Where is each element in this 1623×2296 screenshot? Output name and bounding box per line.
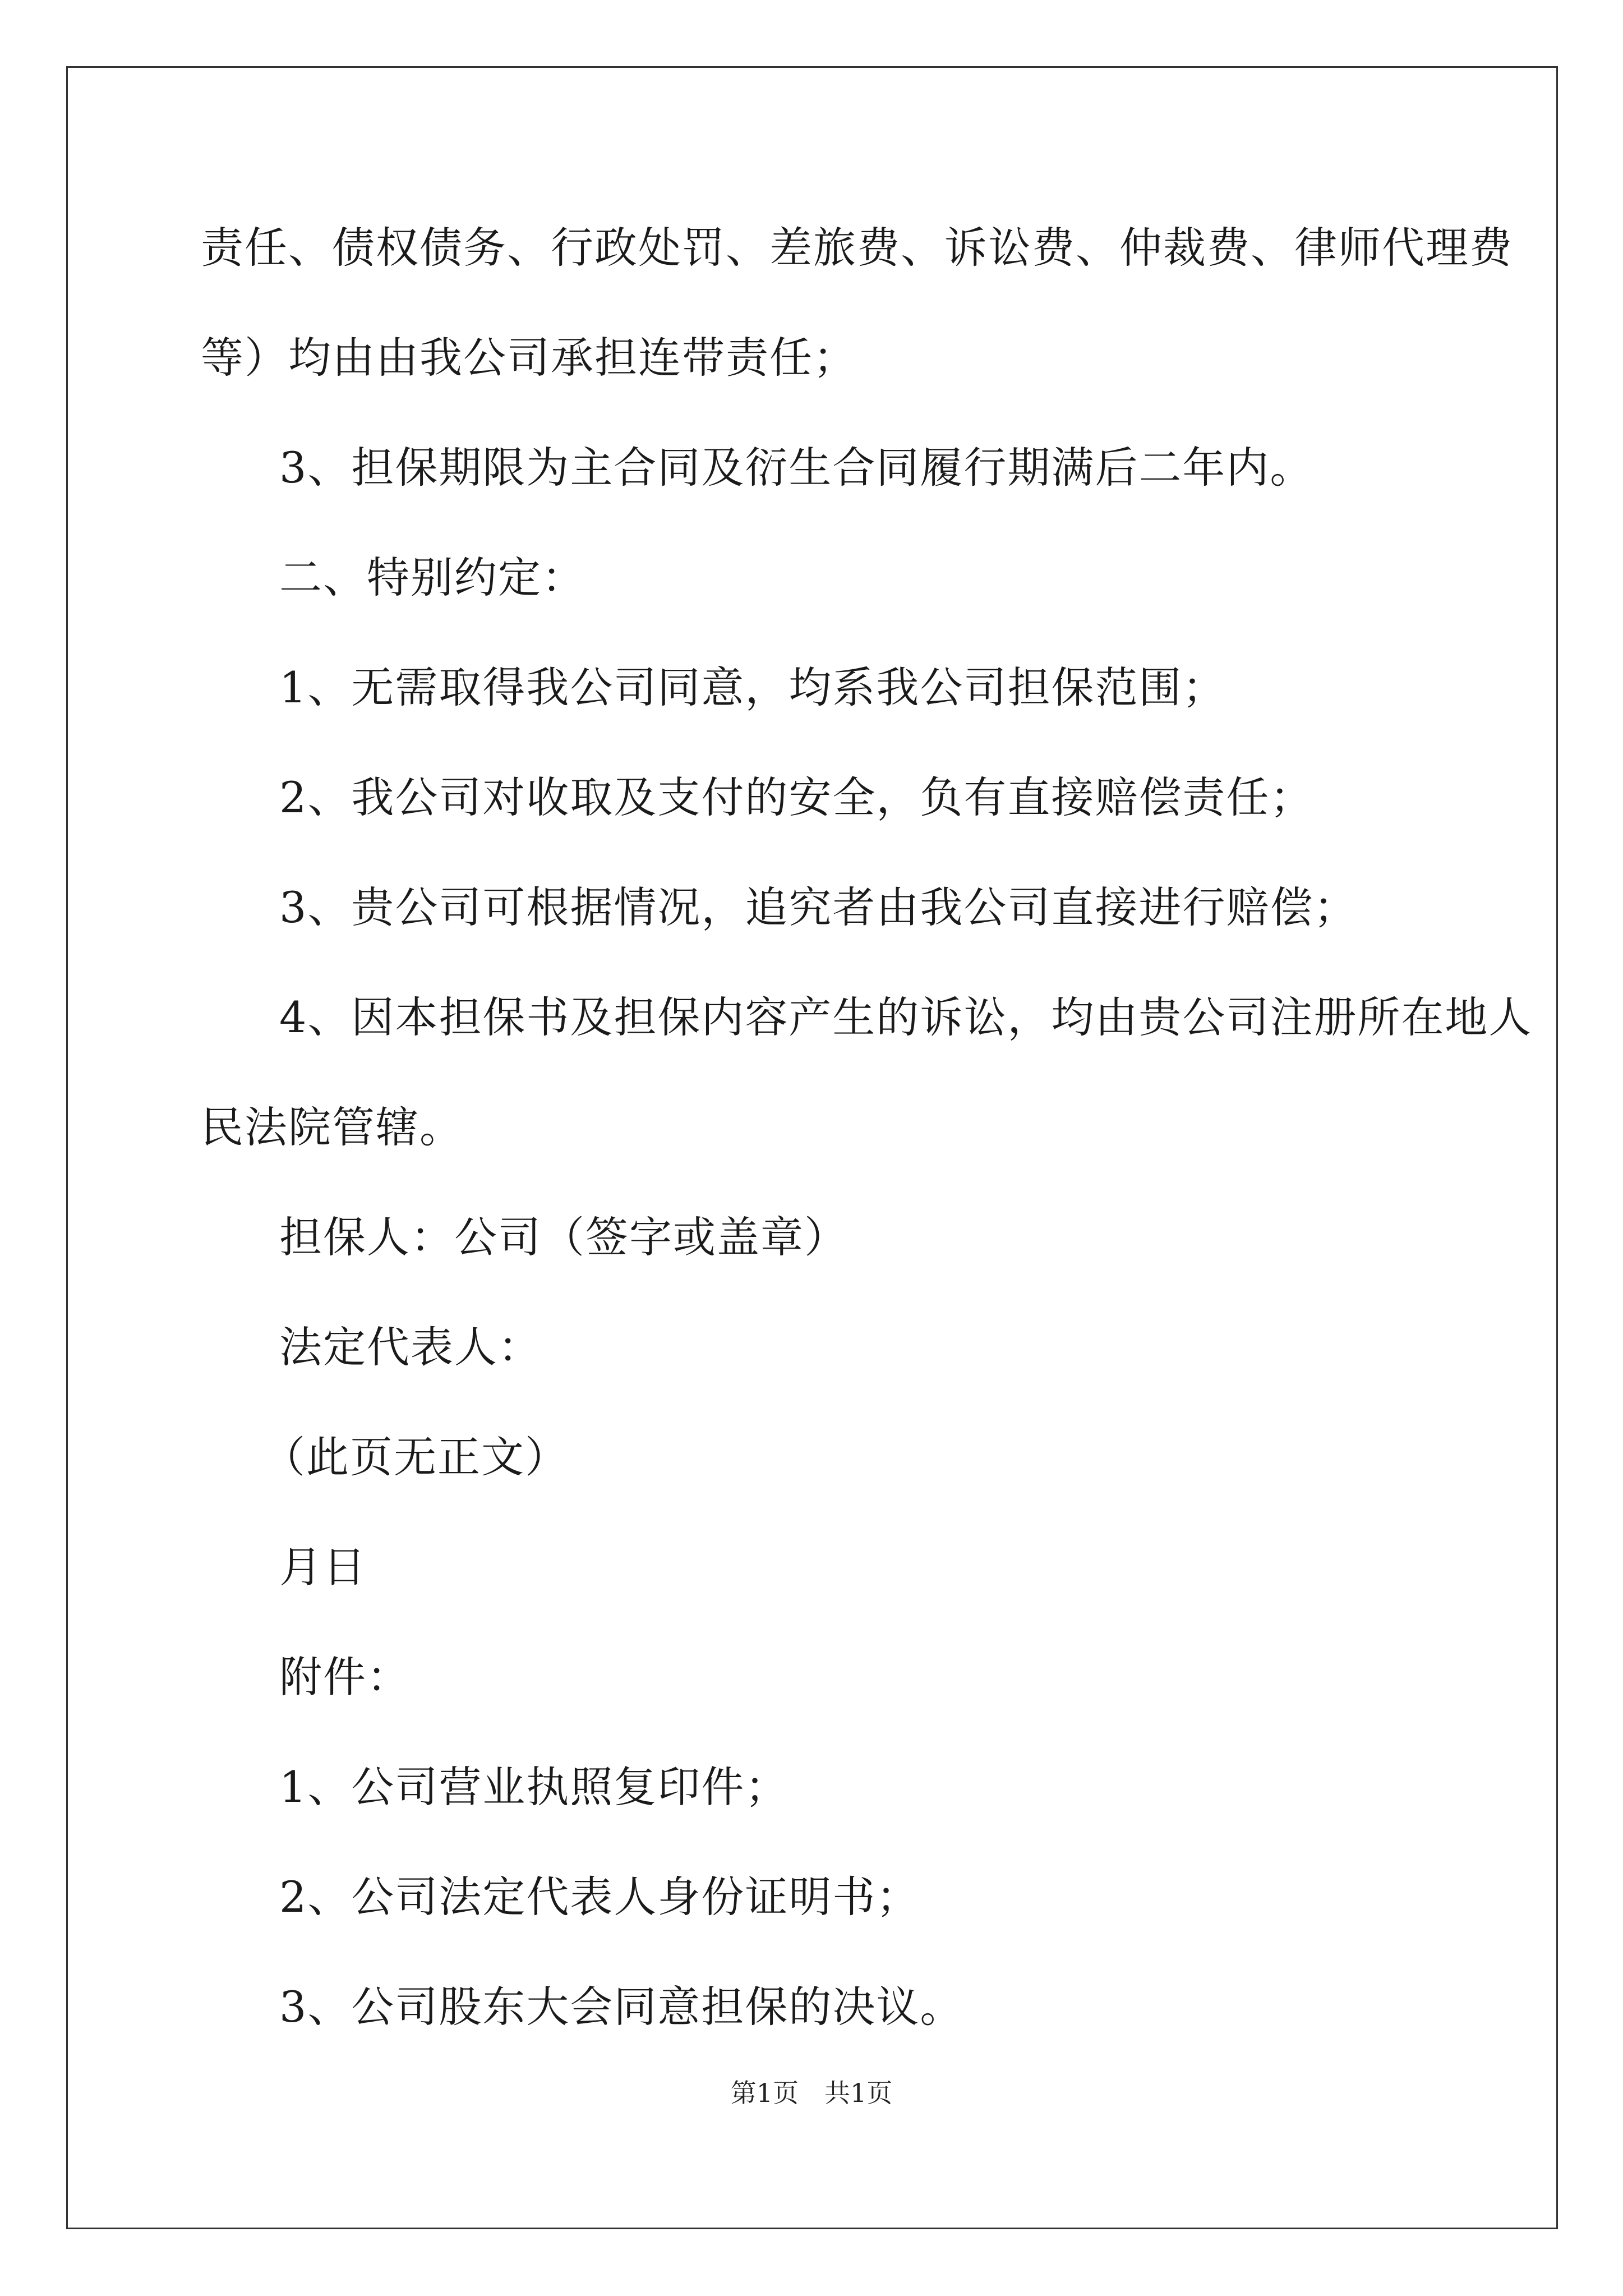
- paragraph-line: 民法院管辖。: [201, 1102, 463, 1152]
- attachments-heading: 附件：: [279, 1652, 411, 1702]
- attachment-item: 3、公司股东大会同意担保的决议。: [279, 1982, 964, 2032]
- paragraph-line: 3、贵公司可根据情况，追究者由我公司直接进行赔偿；: [279, 882, 1358, 932]
- attachment-item: 1、公司营业执照复印件；: [279, 1762, 789, 1812]
- paragraph-line: 4、因本担保书及担保内容产生的诉讼，均由贵公司注册所在地人: [279, 992, 1533, 1042]
- no-text-note: （此页无正文）: [262, 1432, 569, 1482]
- guarantor-line: 担保人：公司（签字或盖章）: [279, 1212, 848, 1262]
- section-heading: 二、特别约定：: [279, 553, 585, 602]
- attachment-item: 2、公司法定代表人身份证明书；: [279, 1872, 920, 1922]
- paragraph-line: 责任、债权债务、行政处罚、差旅费、诉讼费、仲裁费、律师代理费: [201, 223, 1513, 273]
- page-number-footer: 第1页 共1页: [730, 2078, 893, 2108]
- date-line: 月日: [279, 1542, 367, 1592]
- paragraph-line: 3、担保期限为主合同及衍生合同履行期满后二年内。: [279, 443, 1314, 493]
- legal-representative-line: 法定代表人：: [279, 1322, 542, 1372]
- paragraph-line: 1、无需取得我公司同意，均系我公司担保范围；: [279, 662, 1227, 712]
- paragraph-line: 等）均由由我公司承担连带责任；: [201, 333, 857, 383]
- paragraph-line: 2、我公司对收取及支付的安全，负有直接赔偿责任；: [279, 772, 1314, 822]
